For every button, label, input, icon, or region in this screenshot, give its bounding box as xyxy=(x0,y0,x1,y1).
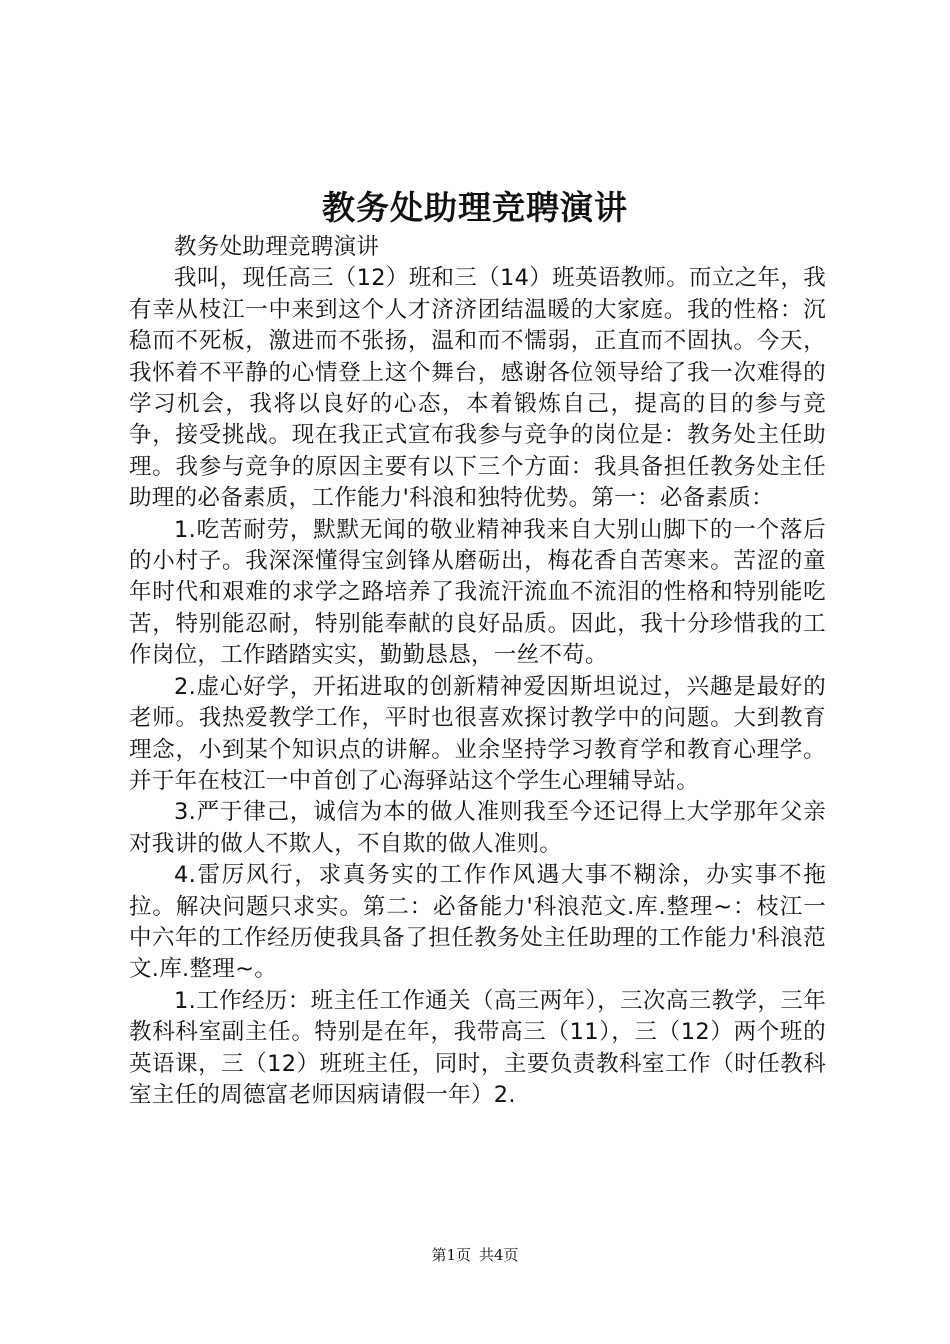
document-body xyxy=(129,232,826,1111)
document-title: 教务处助理竞聘演讲 xyxy=(322,188,628,227)
page-number: 第1页 xyxy=(431,1246,471,1264)
paragraph-intro: 我叫，现任高三（12）班和三（14）班英语教师。而立之年，我有幸从枝江一中来到这个人才济济团结温暖的大家庭。我的性格：沉稳而不死板，激进而不张扬，温和而不懦弱，正直而不固执。今天，我怀着不平静的心情登上这个舞台，感谢各位领导给了我一次难得的学习机会，我将以良好的心态，本着锻炼自己，提高的目的参与竞争，接受挑战。现在我正式宣布我参与竞争的岗位是：教务处主任助理。我参与竞争的原因主要有以下三个方面：我具备担任教务处主任助理的必备素质，工作能力'科浪和独特优势。第一：必备素质： xyxy=(129,265,826,512)
paragraph-work-experience: 1.工作经历：班主任工作通关（高三两年），三次高三教学，三年教科科室副主任。特别是在年，我带高三（11），三（12）两个班的英语课，三（12）班班主任，同时，主要负责教科室工作（时任教科室主任的周德富老师因病请假一年）2. xyxy=(129,987,826,1108)
paragraph-point-2: 2.虚心好学，开拓进取的创新精神爱因斯坦说过，兴趣是最好的老师。我热爱教学工作，平时也很喜欢探讨教学中的问题。大到教育理念，小到某个知识点的讲解。业余坚持学习教育学和教育心理学。并于年在枝江一中首创了心海驿站这个学生心理辅导站。 xyxy=(129,673,826,794)
page-footer xyxy=(0,1243,950,1267)
page-total: 共4页 xyxy=(479,1246,519,1264)
paragraph-point-4: 4.雷厉风行，求真务实的工作作风遇大事不糊涂，办实事不拖拉。解决问题只求实。第二：必备能力'科浪范文.库.整理~：枝江一中六年的工作经历使我具备了担任教务处主任助理的工作能力'科浪范文.库.整理~。 xyxy=(129,862,826,983)
paragraph-point-1: 1.吃苦耐劳，默默无闻的敬业精神我来自大别山脚下的一个落后的小村子。我深深懂得宝剑锋从磨砺出，梅花香自苦寒来。苦涩的童年时代和艰难的求学之路培养了我流汗流血不流泪的性格和特别能吃苦，特别能忍耐，特别能奉献的良好品质。因此，我十分珍惜我的工作岗位，工作踏踏实实，勤勤恳恳，一丝不苟。 xyxy=(129,516,826,669)
paragraph-heading-repeat: 教务处助理竞聘演讲 xyxy=(174,234,380,260)
paragraph-point-3: 3.严于律己，诚信为本的做人准则我至今还记得上大学那年父亲对我讲的做人不欺人，不自欺的做人准则。 xyxy=(129,799,826,857)
